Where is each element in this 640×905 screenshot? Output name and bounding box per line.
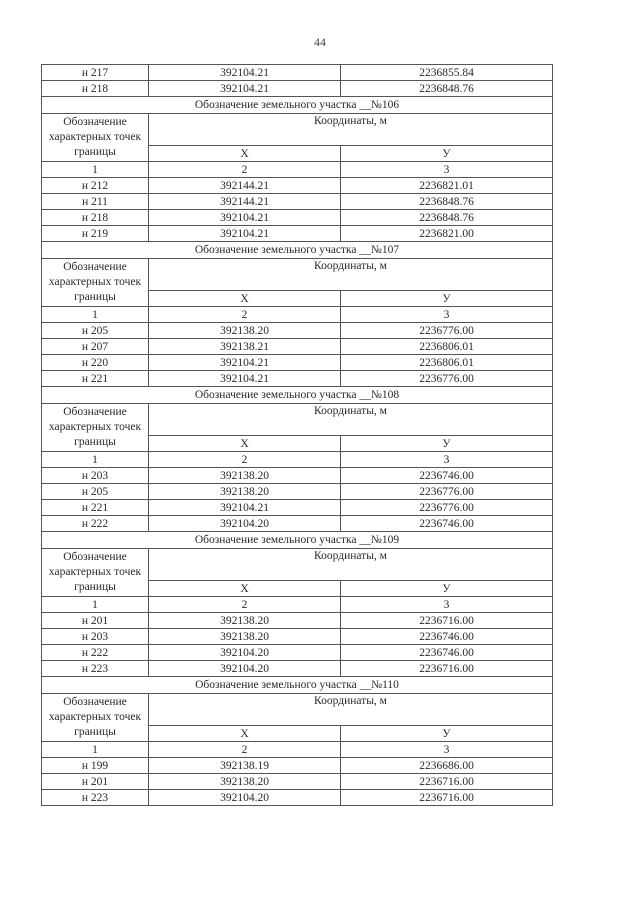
table-row: [42, 629, 553, 645]
y-coordinate-cell: 2236848.76: [341, 81, 553, 97]
y-coordinate-cell: 2236848.76: [341, 194, 553, 210]
table-row: [42, 645, 553, 661]
y-coordinate-cell: 2236776.00: [341, 500, 553, 516]
y-coordinate-cell: 2236776.00: [341, 371, 553, 387]
y-header: У: [341, 581, 553, 597]
point-cell: н 203: [42, 468, 149, 484]
column-number-row: [42, 452, 553, 468]
plot-title: Обозначение земельного участка __№108: [42, 387, 553, 404]
table-row: [42, 178, 553, 194]
coordinates-header: Координаты, м: [149, 114, 553, 146]
y-coordinate-cell: 2236821.01: [341, 178, 553, 194]
column-number-1: 1: [42, 742, 149, 758]
x-coordinate-cell: 392104.21: [149, 355, 341, 371]
column-number-1: 1: [42, 307, 149, 323]
x-header: X: [149, 436, 341, 452]
x-header: X: [149, 726, 341, 742]
table-row: [42, 339, 553, 355]
point-cell: н 223: [42, 661, 149, 677]
table-row: [42, 613, 553, 629]
plot-title-row: [42, 242, 553, 259]
coordinates-table: [41, 64, 553, 806]
y-coordinate-cell: 2236776.00: [341, 323, 553, 339]
point-cell: н 207: [42, 339, 149, 355]
column-number-2: 2: [149, 307, 341, 323]
y-coordinate-cell: 2236746.00: [341, 629, 553, 645]
table-row: [42, 65, 553, 81]
point-cell: н 218: [42, 210, 149, 226]
column-number-row: [42, 742, 553, 758]
table-row: [42, 355, 553, 371]
table-row: [42, 226, 553, 242]
table-row: [42, 516, 553, 532]
y-coordinate-cell: 2236821.00: [341, 226, 553, 242]
plot-title: Обозначение земельного участка __№109: [42, 532, 553, 549]
plot-title-row: [42, 532, 553, 549]
table-row: [42, 468, 553, 484]
x-header: X: [149, 291, 341, 307]
table-row: [42, 774, 553, 790]
column-number-row: [42, 307, 553, 323]
point-cell: н 211: [42, 194, 149, 210]
point-cell: н 218: [42, 81, 149, 97]
column-number-row: [42, 597, 553, 613]
column-number-1: 1: [42, 452, 149, 468]
table-row: [42, 210, 553, 226]
table-row: [42, 484, 553, 500]
coordinates-table-body: [42, 65, 553, 806]
x-coordinate-cell: 392138.20: [149, 629, 341, 645]
plot-title-row: [42, 387, 553, 404]
x-coordinate-cell: 392104.21: [149, 210, 341, 226]
point-cell: н 219: [42, 226, 149, 242]
point-cell: н 205: [42, 484, 149, 500]
coordinates-header: Координаты, м: [149, 694, 553, 726]
x-coordinate-cell: 392144.21: [149, 178, 341, 194]
x-coordinate-cell: 392104.20: [149, 516, 341, 532]
x-coordinate-cell: 392104.21: [149, 371, 341, 387]
x-header: X: [149, 581, 341, 597]
x-coordinate-cell: 392138.20: [149, 323, 341, 339]
table-row: [42, 500, 553, 516]
y-header: У: [341, 291, 553, 307]
y-coordinate-cell: 2236686.00: [341, 758, 553, 774]
table-header-row: [42, 549, 553, 581]
table-row: [42, 661, 553, 677]
y-coordinate-cell: 2236746.00: [341, 645, 553, 661]
y-coordinate-cell: 2236716.00: [341, 790, 553, 806]
x-coordinate-cell: 392104.21: [149, 65, 341, 81]
point-cell: н 199: [42, 758, 149, 774]
table-header-row: [42, 114, 553, 146]
point-cell: н 223: [42, 790, 149, 806]
point-designation-header: Обозначение характерных точек границы: [42, 404, 149, 452]
table-header-row: [42, 694, 553, 726]
point-cell: н 203: [42, 629, 149, 645]
x-coordinate-cell: 392104.21: [149, 226, 341, 242]
plot-title: Обозначение земельного участка __№110: [42, 677, 553, 694]
point-cell: н 221: [42, 500, 149, 516]
y-coordinate-cell: 2236855.84: [341, 65, 553, 81]
column-number-3: 3: [341, 307, 553, 323]
x-coordinate-cell: 392138.20: [149, 468, 341, 484]
x-coordinate-cell: 392138.20: [149, 774, 341, 790]
plot-title: Обозначение земельного участка __№107: [42, 242, 553, 259]
point-cell: н 221: [42, 371, 149, 387]
y-coordinate-cell: 2236716.00: [341, 774, 553, 790]
x-coordinate-cell: 392138.20: [149, 484, 341, 500]
x-coordinate-cell: 392104.21: [149, 81, 341, 97]
column-number-3: 3: [341, 452, 553, 468]
table-header-row: [42, 259, 553, 291]
plot-title-row: [42, 677, 553, 694]
x-coordinate-cell: 392104.20: [149, 661, 341, 677]
x-header: X: [149, 146, 341, 162]
x-coordinate-cell: 392104.21: [149, 500, 341, 516]
y-coordinate-cell: 2236716.00: [341, 613, 553, 629]
table-row: [42, 194, 553, 210]
plot-title-row: [42, 97, 553, 114]
page-number: 44: [314, 35, 326, 49]
point-designation-header: Обозначение характерных точек границы: [42, 549, 149, 597]
column-number-3: 3: [341, 597, 553, 613]
point-cell: н 217: [42, 65, 149, 81]
table-row: [42, 758, 553, 774]
y-header: У: [341, 146, 553, 162]
column-number-3: 3: [341, 742, 553, 758]
y-header: У: [341, 436, 553, 452]
x-coordinate-cell: 392138.21: [149, 339, 341, 355]
point-designation-header: Обозначение характерных точек границы: [42, 694, 149, 742]
column-number-2: 2: [149, 452, 341, 468]
y-coordinate-cell: 2236746.00: [341, 468, 553, 484]
column-number-2: 2: [149, 742, 341, 758]
x-coordinate-cell: 392138.19: [149, 758, 341, 774]
y-coordinate-cell: 2236776.00: [341, 484, 553, 500]
x-coordinate-cell: 392104.20: [149, 645, 341, 661]
column-number-1: 1: [42, 597, 149, 613]
y-coordinate-cell: 2236716.00: [341, 661, 553, 677]
column-number-1: 1: [42, 162, 149, 178]
x-coordinate-cell: 392144.21: [149, 194, 341, 210]
point-cell: н 201: [42, 613, 149, 629]
coordinates-header: Координаты, м: [149, 259, 553, 291]
x-coordinate-cell: 392138.20: [149, 613, 341, 629]
coordinates-header: Координаты, м: [149, 549, 553, 581]
point-designation-header: Обозначение характерных точек границы: [42, 114, 149, 162]
column-number-2: 2: [149, 597, 341, 613]
point-cell: н 201: [42, 774, 149, 790]
y-coordinate-cell: 2236806.01: [341, 339, 553, 355]
y-coordinate-cell: 2236806.01: [341, 355, 553, 371]
y-coordinate-cell: 2236746.00: [341, 516, 553, 532]
table-row: [42, 81, 553, 97]
coordinates-header: Координаты, м: [149, 404, 553, 436]
point-designation-header: Обозначение характерных точек границы: [42, 259, 149, 307]
table-header-row: [42, 404, 553, 436]
table-row: [42, 371, 553, 387]
column-number-3: 3: [341, 162, 553, 178]
point-cell: н 222: [42, 645, 149, 661]
y-header: У: [341, 726, 553, 742]
table-row: [42, 323, 553, 339]
y-coordinate-cell: 2236848.76: [341, 210, 553, 226]
table-row: [42, 790, 553, 806]
x-coordinate-cell: 392104.20: [149, 790, 341, 806]
plot-title: Обозначение земельного участка __№106: [42, 97, 553, 114]
column-number-row: [42, 162, 553, 178]
column-number-2: 2: [149, 162, 341, 178]
point-cell: н 212: [42, 178, 149, 194]
point-cell: н 205: [42, 323, 149, 339]
point-cell: н 220: [42, 355, 149, 371]
point-cell: н 222: [42, 516, 149, 532]
